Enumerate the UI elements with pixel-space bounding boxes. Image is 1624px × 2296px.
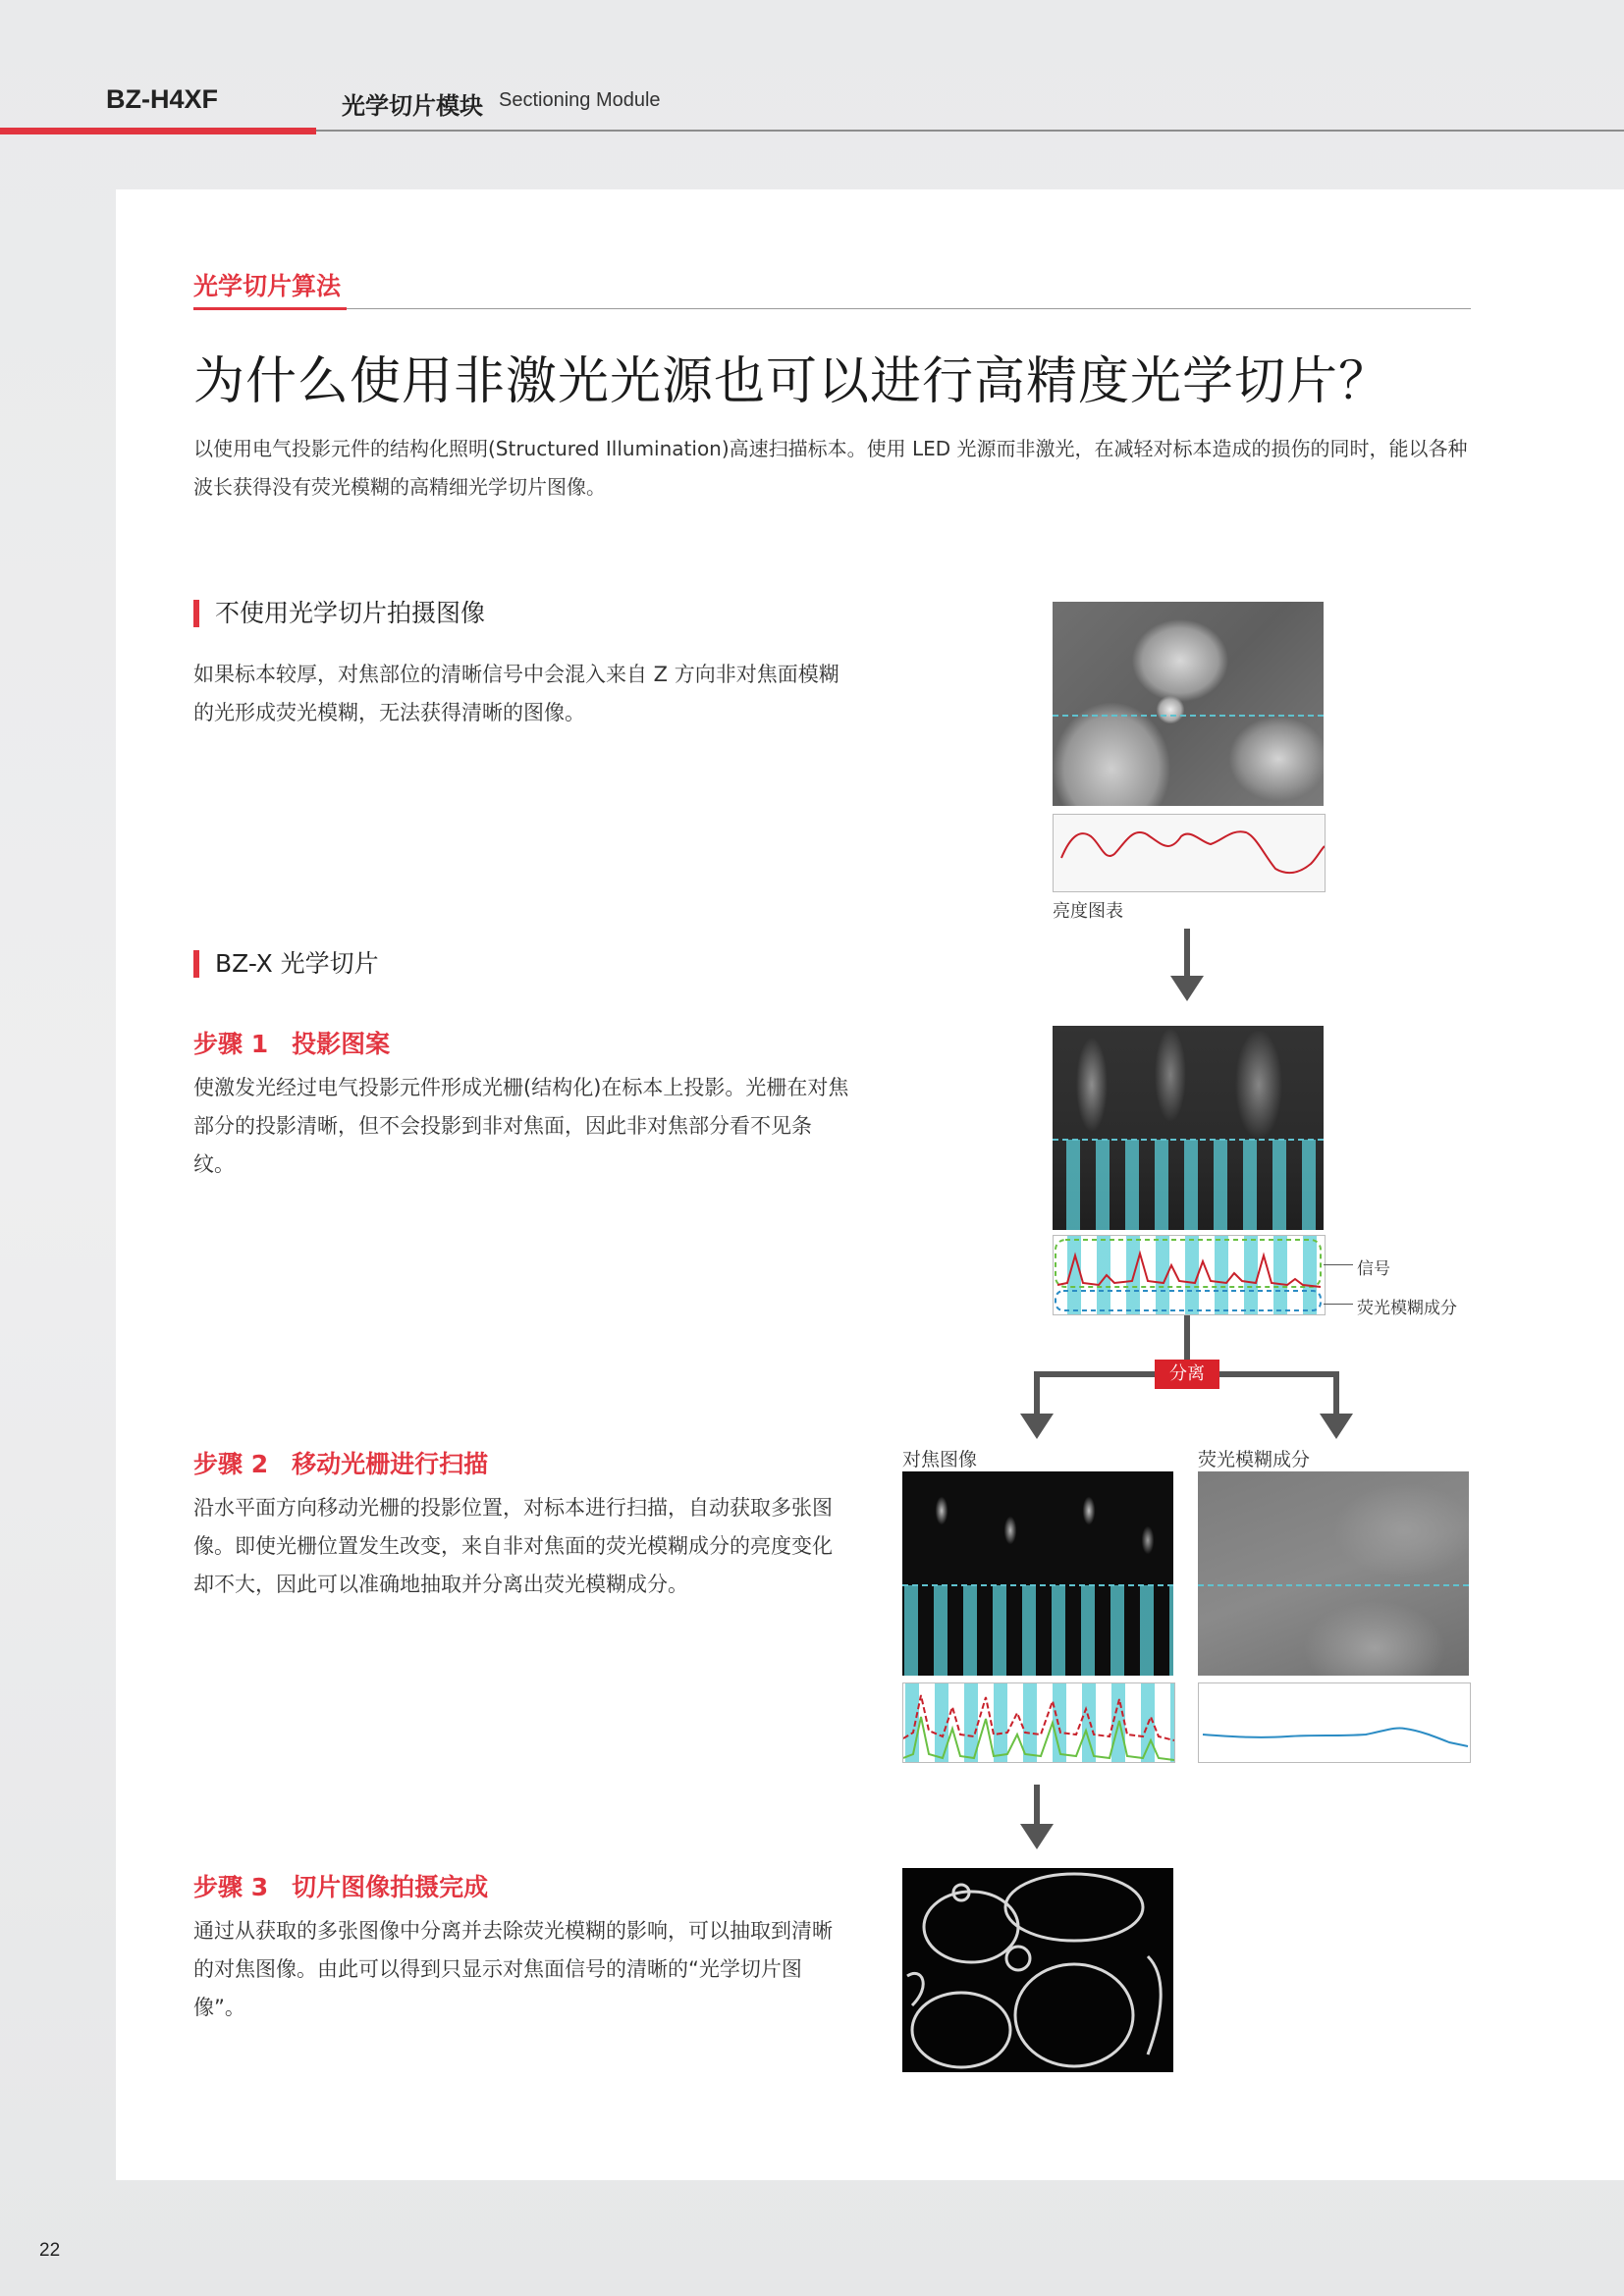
brightness-graph <box>1053 814 1326 892</box>
focus-graph <box>902 1682 1175 1763</box>
arrow-down-2 <box>1034 1785 1040 1826</box>
step3-number: 步骤 3 <box>193 1873 269 1901</box>
bzx-heading: BZ-X 光学切片 <box>193 950 379 978</box>
step2-text: 沿水平面方向移动光栅的投影位置，对标本进行扫描，自动获取多张图像。即使光栅位置发生改变，来自非对焦面的荧光模糊成分的亮度变化却不大，因此可以准确地抽取并分离出荧光模糊成分。 <box>193 1496 833 1596</box>
step3-text: 通过从获取的多张图像中分离并去除荧光模糊的影响，可以抽取到清晰的对焦图像。由此可以得到只显示对焦面信号的清晰的“光学切片图像”。 <box>193 1919 833 2019</box>
module-subtitle: Sectioning Module <box>499 89 661 111</box>
graph-caption: 亮度图表 <box>1053 901 1123 922</box>
blur-component-label: 荧光模糊成分 <box>1198 1449 1311 1470</box>
step1-heading <box>193 1025 390 1060</box>
arrow-head-1 <box>1170 976 1204 1001</box>
split-left-arrow <box>1020 1414 1054 1439</box>
blur-graph <box>1198 1682 1471 1763</box>
split-right-stem <box>1333 1371 1339 1415</box>
step2-title: 移动光栅进行扫描 <box>292 1450 489 1478</box>
arrow-head-2 <box>1020 1824 1054 1849</box>
step1-title: 投影图案 <box>292 1030 391 1058</box>
signal-leader <box>1324 1264 1353 1265</box>
model-name: BZ-H4XF <box>106 84 218 114</box>
step3-heading <box>193 1868 488 1903</box>
step3-title: 切片图像拍摄完成 <box>292 1873 489 1901</box>
split-right-arrow <box>1320 1414 1353 1439</box>
step1-number: 步骤 1 <box>193 1030 269 1058</box>
focus-image-label: 对焦图像 <box>902 1449 978 1470</box>
blur-component-image <box>1198 1471 1469 1676</box>
section-rule <box>347 308 1471 309</box>
without-text: 如果标本较厚，对焦部位的清晰信号中会混入来自 Z 方向非对焦面模糊的光形成荧光模糊，无法获得清晰的图像。 <box>193 663 839 724</box>
split-left-stem <box>1034 1371 1040 1415</box>
header-accent-bar <box>0 128 316 134</box>
separate-badge: 分离 <box>1155 1360 1219 1389</box>
pattern-graph <box>1053 1235 1326 1315</box>
blur-label: 荧光模糊成分 <box>1357 1299 1457 1318</box>
section-label-underline <box>193 307 347 310</box>
intro-text: 以使用电气投影元件的结构化照明(Structured Illumination)高速扫描标本。使用 LED 光源而非激光，在减轻对标本造成的损伤的同时，能以各种波长获得没有荧光模糊的高精细光学切片图像。 <box>193 437 1468 499</box>
blurred-image <box>1053 602 1324 806</box>
blur-leader <box>1324 1304 1353 1305</box>
arrow-down-1 <box>1184 929 1190 978</box>
section-label: 光学切片算法 <box>193 272 342 300</box>
step2-number: 步骤 2 <box>193 1450 269 1478</box>
step1-text: 使激发光经过电气投影元件形成光栅(结构化)在标本上投影。光栅在对焦部分的投影清晰，但不会投影到非对焦面，因此非对焦部分看不见条纹。 <box>193 1076 849 1176</box>
step2-heading <box>193 1445 488 1480</box>
without-heading: 不使用光学切片拍摄图像 <box>193 600 485 627</box>
page-number: 22 <box>39 2240 61 2261</box>
projected-pattern-image <box>1053 1026 1324 1230</box>
page-title: 为什么使用非激光光源也可以进行高精度光学切片？ <box>193 352 1391 411</box>
signal-label: 信号 <box>1357 1259 1390 1279</box>
module-title: 光学切片模块 <box>342 92 483 120</box>
sectioned-image <box>902 1868 1173 2072</box>
focus-image <box>902 1471 1173 1676</box>
